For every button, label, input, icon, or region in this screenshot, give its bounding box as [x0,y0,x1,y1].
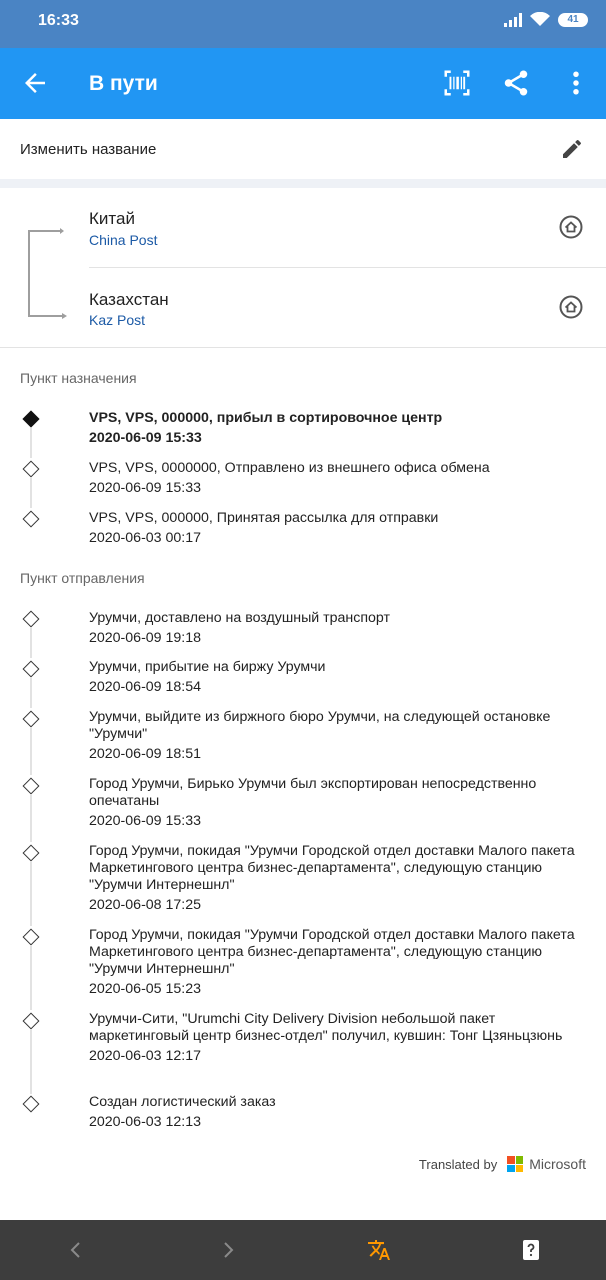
timeline-marker [23,1096,40,1113]
chevron-left-icon[interactable] [64,1238,88,1262]
event-date: 2020-06-09 19:18 [89,630,202,646]
barcode-icon[interactable] [442,68,472,98]
event-text: Город Урумчи, покидая "Урумчи Городской отдел доставки Малого пакета Маркетингового центра бизнес-департамента", следующую станцию "Урумчи Интернешнл" [89,843,575,893]
event-date: 2020-06-09 15:33 [89,430,202,446]
timeline-event [89,610,584,647]
timeline-line [30,795,32,842]
help-card-icon[interactable] [519,1238,543,1262]
event-date: 2020-06-08 17:25 [89,897,202,913]
timeline-marker [23,778,40,795]
timeline-event [89,776,584,830]
rename-row[interactable] [0,119,606,179]
destination-carrier[interactable]: Kaz Post [89,312,146,328]
section-separator [0,179,606,188]
timeline-event [89,410,584,447]
home-circle-icon[interactable] [558,294,584,320]
microsoft-brand: Microsoft [529,1156,586,1172]
timeline-event [89,927,584,998]
pencil-icon[interactable] [560,137,584,161]
more-vert-icon[interactable] [561,68,591,98]
status-icons [504,12,588,27]
bottom-toolbar [0,1220,606,1280]
event-text: Урумчи-Сити, "Urumchi City Delivery Division небольшой пакет маркетинговый центр бизнес-отдел" получил, кувшин: Тонг Цзяньцзюнь [89,1011,563,1044]
event-date: 2020-06-03 12:17 [89,1048,202,1064]
microsoft-logo-icon [507,1156,523,1172]
timeline-line [30,678,32,708]
event-text: Урумчи, доставлено на воздушный транспорт [89,610,391,626]
event-text: Город Урумчи, покидая "Урумчи Городской отдел доставки Малого пакета Маркетингового центра бизнес-департамента", следующую станцию "Урумчи Интернешнл" [89,927,575,977]
translated-by-label: Translated by [418,1156,498,1172]
home-circle-icon[interactable] [558,214,584,240]
origin-section-title: Пункт отправления [20,570,145,586]
timeline-line [30,478,32,508]
translate-icon[interactable] [367,1238,391,1262]
timeline-event [89,1094,584,1131]
timeline-event [89,843,584,914]
timeline-event [89,659,584,696]
event-text: VPS, VPS, 000000, Принятая рассылка для отправки [89,510,439,526]
event-text: Урумчи, выйдите из биржного бюро Урумчи, на следующей остановке "Урумчи" [89,709,551,742]
timeline-line [30,1030,32,1094]
event-date: 2020-06-03 12:13 [89,1114,202,1130]
event-text: Город Урумчи, Бирько Урумчи был экспортирован непосредственно опечатаны [89,776,537,809]
event-text: Урумчи, прибытие на биржу Урумчи [89,659,326,675]
event-date: 2020-06-09 15:33 [89,813,202,829]
page-title: В пути [89,72,158,95]
share-icon[interactable] [501,68,531,98]
timeline-marker [23,845,40,862]
timeline-line [30,946,32,1010]
timeline-event [89,709,584,763]
timeline-line [30,428,32,458]
route-card [0,188,606,348]
timeline-event [89,460,584,497]
status-bar [0,0,606,48]
route-path-icon [26,228,70,320]
event-date: 2020-06-03 00:17 [89,530,202,546]
origin-carrier[interactable]: China Post [89,232,158,248]
chevron-right-icon[interactable] [216,1238,240,1262]
timeline-marker [23,929,40,946]
status-time: 16:33 [38,12,79,29]
event-text: VPS, VPS, 0000000, Отправлено из внешнего офиса обмена [89,460,490,476]
timeline-marker [23,611,40,628]
event-text: Создан логистический заказ [89,1094,276,1110]
rename-label: Изменить название [20,141,157,158]
event-date: 2020-06-05 15:23 [89,981,202,997]
battery-icon: 41 [558,13,588,27]
timeline-marker [23,511,40,528]
timeline-marker-current [23,411,40,428]
timeline-marker [23,461,40,478]
timeline-marker [23,661,40,678]
timeline-line [30,628,32,658]
wifi-icon [530,12,550,27]
back-arrow-icon[interactable] [20,68,50,98]
timeline-marker [23,711,40,728]
event-date: 2020-06-09 18:54 [89,679,202,695]
event-date: 2020-06-09 18:51 [89,746,202,762]
destination-section-title: Пункт назначения [20,370,137,386]
route-divider [89,267,606,268]
origin-country: Китай [89,209,135,228]
app-bar [0,48,606,119]
translated-by-credit [419,1156,586,1172]
timeline-line [30,862,32,926]
timeline-event [89,1011,584,1065]
timeline-marker [23,1013,40,1030]
destination-country: Казахстан [89,290,169,309]
timeline-line [30,728,32,775]
event-text: VPS, VPS, 000000, прибыл в сортировочное центр [89,410,443,426]
event-date: 2020-06-09 15:33 [89,480,202,496]
timeline-event [89,510,584,547]
signal-icon [504,13,522,27]
